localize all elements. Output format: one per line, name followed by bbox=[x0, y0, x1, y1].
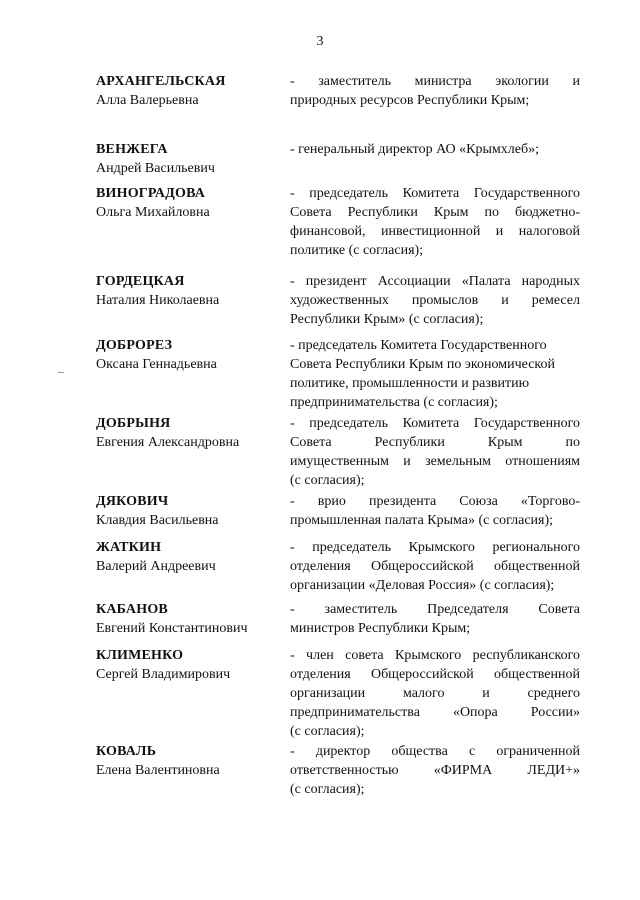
member-given-name: Евгения Александровна bbox=[96, 435, 240, 450]
member-role bbox=[290, 492, 580, 530]
role-line: имущественным и земельным отношениям bbox=[290, 454, 580, 469]
role-line: ответственностью «ФИРМА ЛЕДИ+» bbox=[290, 763, 580, 778]
role-line: организации «Деловая Россия» (с согласия); bbox=[290, 578, 555, 593]
member-role bbox=[290, 272, 580, 329]
role-line: политике (с согласия); bbox=[290, 243, 424, 258]
member-surname: ДЯКОВИЧ bbox=[96, 494, 169, 509]
member-given-name: Евгений Константинович bbox=[96, 621, 248, 636]
member-surname: ДОБРЫНЯ bbox=[96, 416, 171, 431]
role-line: отделения Общероссийской общественной bbox=[290, 559, 580, 574]
member-role bbox=[290, 646, 580, 741]
member-name bbox=[96, 742, 286, 780]
role-line: организации малого и среднего bbox=[290, 686, 580, 701]
member-given-name: Валерий Андреевич bbox=[96, 559, 216, 574]
member-role bbox=[290, 414, 580, 490]
role-line: Совета Республики Крым по экономической bbox=[290, 357, 555, 372]
role-line: - председатель Комитета Государственного bbox=[290, 186, 580, 201]
member-name bbox=[96, 140, 286, 178]
role-line: (с согласия); bbox=[290, 473, 365, 488]
role-line: - член совета Крымского республиканского bbox=[290, 648, 580, 663]
role-line: природных ресурсов Республики Крым; bbox=[290, 93, 530, 108]
role-line: - генеральный директор АО «Крымхлеб»; bbox=[290, 142, 539, 157]
member-given-name: Андрей Васильевич bbox=[96, 161, 215, 176]
role-line: предпринимательства (с согласия); bbox=[290, 395, 498, 410]
member-role bbox=[290, 336, 580, 412]
role-line: политике, промышленности и развитию bbox=[290, 376, 530, 391]
member-given-name: Елена Валентиновна bbox=[96, 763, 220, 778]
member-given-name: Алла Валерьевна bbox=[96, 93, 199, 108]
role-line: Совета Республики Крым по бюджетно- bbox=[290, 205, 580, 220]
role-line: - заместитель Председателя Совета bbox=[290, 602, 580, 617]
member-given-name: Оксана Геннадьевна bbox=[96, 357, 217, 372]
member-name bbox=[96, 414, 286, 452]
member-role bbox=[290, 184, 580, 260]
role-line: художественных промыслов и ремесел bbox=[290, 293, 580, 308]
role-line: - председатель Крымского регионального bbox=[290, 540, 580, 555]
member-name bbox=[96, 72, 286, 110]
role-line: - председатель Комитета Государственного bbox=[290, 416, 580, 431]
member-surname: АРХАНГЕЛЬСКАЯ bbox=[96, 74, 226, 89]
member-role bbox=[290, 600, 580, 638]
member-role bbox=[290, 72, 580, 110]
member-role bbox=[290, 742, 580, 799]
role-line: (с согласия); bbox=[290, 782, 365, 797]
member-name bbox=[96, 272, 286, 310]
role-line: - президент Ассоциации «Палата народных bbox=[290, 274, 580, 289]
member-name bbox=[96, 184, 286, 222]
member-given-name: Наталия Николаевна bbox=[96, 293, 220, 308]
member-surname: ВИНОГРАДОВА bbox=[96, 186, 206, 201]
member-given-name: Клавдия Васильевна bbox=[96, 513, 219, 528]
member-surname: КЛИМЕНКО bbox=[96, 648, 184, 663]
member-name bbox=[96, 492, 286, 530]
role-line: Совета Республики Крым по bbox=[290, 435, 580, 450]
member-given-name: Сергей Владимирович bbox=[96, 667, 231, 682]
page-number: 3 bbox=[316, 34, 324, 49]
member-surname: ГОРДЕЦКАЯ bbox=[96, 274, 185, 289]
role-line: отделения Общероссийской общественной bbox=[290, 667, 580, 682]
member-surname: ЖАТКИН bbox=[96, 540, 162, 555]
role-line: - директор общества с ограниченной bbox=[290, 744, 580, 759]
member-role bbox=[290, 538, 580, 595]
member-name bbox=[96, 600, 286, 638]
member-surname: ВЕНЖЕГА bbox=[96, 142, 168, 157]
role-line: Республики Крым» (с согласия); bbox=[290, 312, 484, 327]
role-line: министров Республики Крым; bbox=[290, 621, 471, 636]
role-line: - заместитель министра экологии и bbox=[290, 74, 580, 89]
member-surname: КОВАЛЬ bbox=[96, 744, 157, 759]
member-surname: КАБАНОВ bbox=[96, 602, 168, 617]
role-line: (с согласия); bbox=[290, 724, 365, 739]
margin-mark bbox=[58, 372, 64, 373]
member-name bbox=[96, 538, 286, 576]
role-line: предпринимательства «Опора России» bbox=[290, 705, 580, 720]
role-line: - врио президента Союза «Торгово- bbox=[290, 494, 580, 509]
member-name bbox=[96, 336, 286, 374]
member-role bbox=[290, 140, 580, 159]
role-line: промышленная палата Крыма» (с согласия); bbox=[290, 513, 554, 528]
member-name bbox=[96, 646, 286, 684]
role-line: финансовой, инвестиционной и налоговой bbox=[290, 224, 580, 239]
member-given-name: Ольга Михайловна bbox=[96, 205, 210, 220]
member-surname: ДОБРОРЕЗ bbox=[96, 338, 173, 353]
role-line: - председатель Комитета Государственного bbox=[290, 338, 547, 353]
